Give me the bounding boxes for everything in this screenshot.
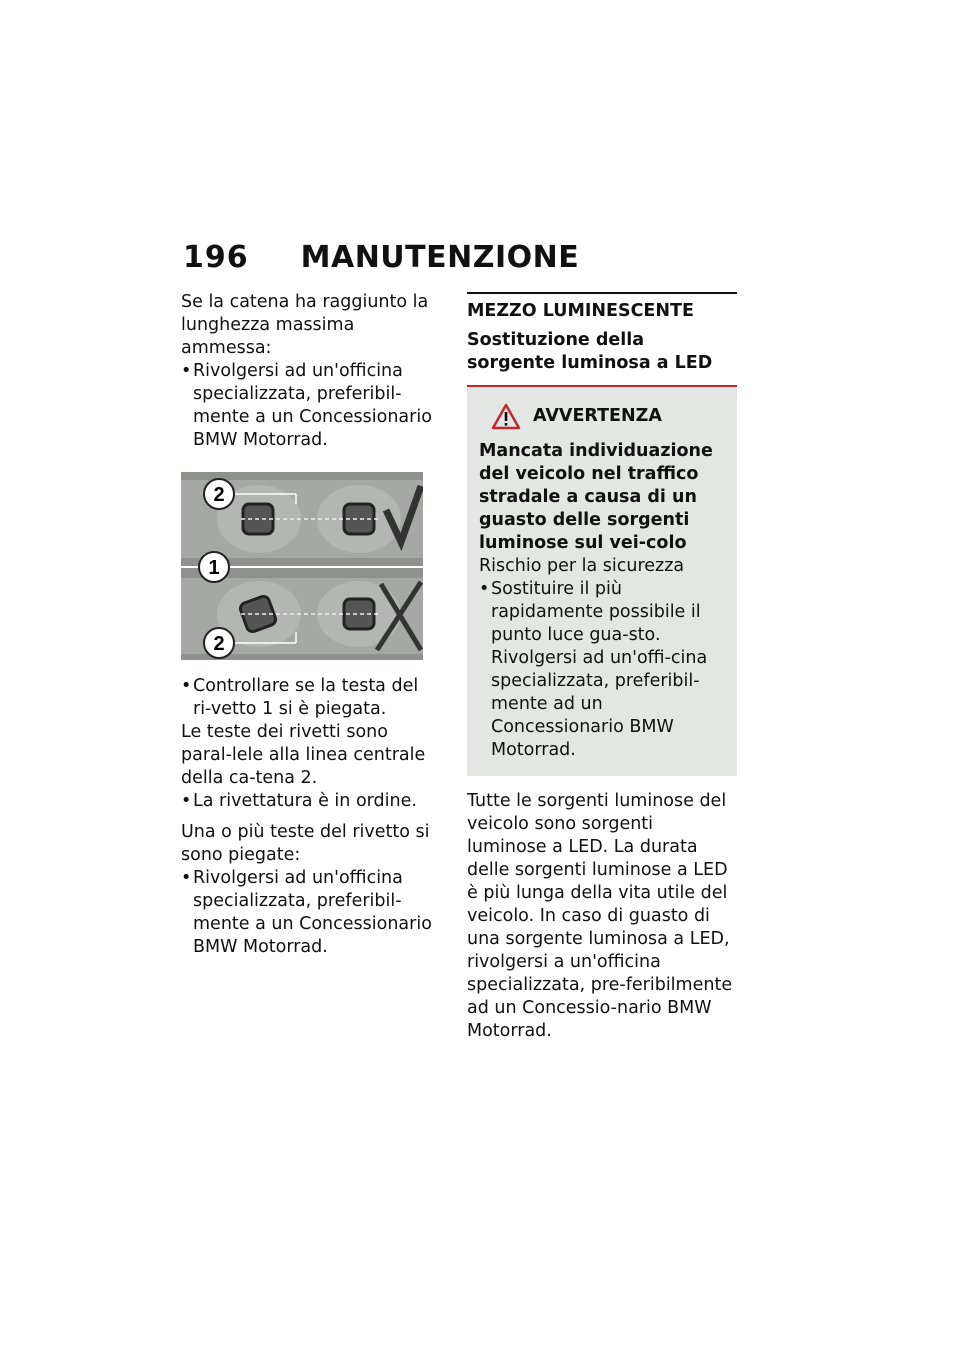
left-column (181, 291, 433, 959)
bullet-workshop-2: • Rivolgersi ad un'officina specializzata, preferibil-mente a un Concessionario BMW Motorrad. (181, 867, 433, 959)
warning-triangle-icon (491, 403, 521, 430)
warning-title: AVVERTENZA (533, 406, 662, 426)
bullet-workshop: • Rivolgersi ad un'officina specializzata, preferibil-mente a un Concessionario BMW Motorrad. (181, 360, 433, 452)
right-column (467, 292, 737, 1043)
section-heading: MEZZO LUMINESCENTE (467, 292, 737, 323)
callout-label-1: 1 (208, 557, 220, 579)
page-header (183, 240, 579, 275)
warning-risk: Rischio per la sicurezza (479, 556, 685, 576)
subsection-heading: Sostituzione della sorgente luminosa a LED (467, 329, 737, 387)
warning-bullet: • Sostituire il più rapidamente possibile il punto luce gua-sto. Rivolgersi ad un'offi-cina specializzata, preferibil-mente ad un Concessionario BMW Motorrad. (479, 578, 725, 762)
callout-label-2-bottom: 2 (213, 633, 225, 655)
page-number: 196 (183, 240, 249, 275)
bullet-check-rivet: • Controllare se la testa del ri-vetto 1 si è piegata. (181, 675, 433, 721)
section-title: MANUTENZIONE (300, 240, 580, 275)
led-body-text: Tutte le sorgenti luminose del veicolo sono sorgenti luminose a LED. La durata delle sorgenti luminose a LED è più lunga della vita utile del veicolo. In caso di guasto di una sorgente luminosa a LED, rivolgersi a un'officina specializzata, pre-feribilmente ad un Concessio-nario BMW Motorrad. (467, 791, 733, 1041)
rivet-parallel-text: Le teste dei rivetti sono paral-lele alla linea centrale della ca-tena 2. (181, 722, 426, 788)
warning-box (467, 387, 737, 776)
bent-rivet-text: Una o più teste del rivetto si sono piegate: (181, 822, 430, 865)
warning-bold-text: Mancata individuazione del veicolo nel traffico stradale a causa di un guasto delle sorgenti luminose sul vei-colo (479, 441, 713, 553)
warning-header (479, 403, 725, 430)
intro-text: Se la catena ha raggiunto la lunghezza massima ammessa: (181, 292, 429, 358)
chain-rivet-figure (181, 472, 423, 660)
bullet-riveting-ok: • La rivettatura è in ordine. (181, 790, 433, 813)
callout-label-2-top: 2 (213, 484, 225, 506)
